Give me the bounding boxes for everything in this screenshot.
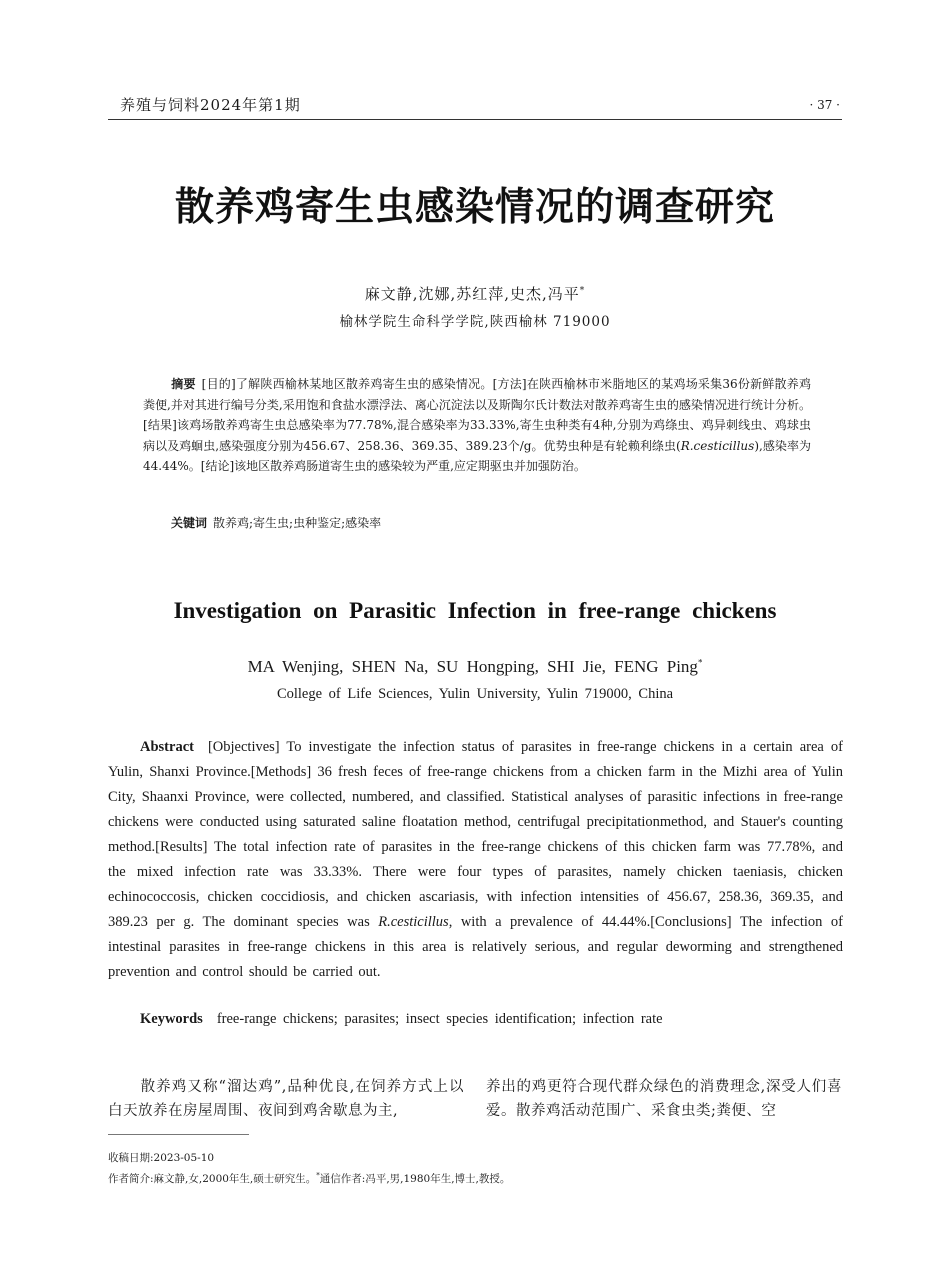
english-author-names: MA Wenjing, SHEN Na, SU Hongping, SHI Jie, FENG Ping (247, 657, 698, 676)
english-abstract-text-after: , with a prevalence of 44.44%.[Conclusions] The infection of intestinal parasites in free-range chickens in this area is relatively serious, and regular deworming and strengthened prevention and control should be carried out. (108, 914, 843, 980)
body-left-text: 散养鸡又称“溜达鸡”,品种优良,在饲养方式上以白天放养在房屋周围、夜间到鸡舍歇息为主, (108, 1079, 464, 1119)
footnote-authors (108, 1171, 510, 1186)
english-abstract-text: [Objectives] To investigate the infection status of parasites in free-range chickens in a certain area of Yulin, Shanxi Province.[Methods] 36 fresh feces of free-range chickens from a chicken farm in the Mizhi area of Yulin City, Shaanxi Province, were collected, numbered, and classified. Statistical analyses of parasitic infections in free-range chickens were conducted using saturated saline floatation method, centrifugal precipitationmethod, and Stauer's counting method.[Results] The total infection rate of parasites in the free-range chickens of this chicken farm was 77.78%, and the mixed infection rate was 33.33%. There were four types of parasites, namely chicken taeniasis, chicken echinococcosis, chicken coccidiosis, and chicken ascariasis, with infection intensities of 456.67, 258.36, 369.35, and 389.23 per g. The dominant species was (108, 739, 843, 930)
chinese-keywords-text: 散养鸡;寄生虫;虫种鉴定;感染率 (213, 516, 382, 530)
chinese-author-names: 麻文静,沈娜,苏红萍,史杰,冯平 (364, 285, 580, 303)
english-keywords-text: free-range chickens; parasites; insect species identification; infection rate (216, 1011, 663, 1027)
body-right-column: 养出的鸡更符合现代群众绿色的消费理念,深受人们喜爱。散养鸡活动范围广、采食虫类;粪便、空 (486, 1079, 842, 1119)
english-abstract-label: Abstract (140, 739, 194, 755)
chinese-abstract-text-after: ),感染率为44.44%。[结论]该地区散养鸡肠道寄生虫的感染较为严重,应定期驱虫并加强防治。 (143, 438, 811, 474)
footnote-rule (108, 1134, 249, 1135)
corresponding-mark: * (579, 286, 586, 296)
chinese-abstract-label: 摘要 (171, 377, 196, 391)
chinese-abstract-text: [目的]了解陕西榆林某地区散养鸡寄生虫的感染情况。[方法]在陕西榆林市米脂地区的某鸡场采集36份新鲜散养鸡粪便,并对其进行编号分类,采用饱和食盐水漂浮法、离心沉淀法以及斯陶尔氏计数法对散养鸡寄生虫的感染情况进行统计分析。[结果]该鸡场散养鸡寄生虫总感染率为77.78%,混合感染率为33.33%,寄生虫种类有4种,分别为鸡绦虫、鸡异刺线虫、鸡球虫病以及鸡蛔虫,感染强度分别为456.67、258.36、369.35、389.23个/g。优势虫种是有轮赖利绦虫( (143, 377, 811, 453)
english-keywords (140, 1011, 663, 1028)
chinese-keywords-label: 关键词 (171, 516, 208, 530)
english-corresponding-mark: * (697, 657, 703, 668)
footnote-corresponding: 通信作者:冯平,男,1980年生,博士,教授。 (319, 1173, 511, 1185)
english-title: Investigation on Parasitic Infection in free-range chickens (173, 598, 777, 623)
running-header-journal: 养殖与饲料2024年第1期 (120, 96, 301, 114)
chinese-title: 散养鸡寄生虫感染情况的调查研究 (174, 185, 775, 230)
footnote-corresponding-mark: * (316, 1171, 320, 1180)
footnote-received: 收稿日期:2023-05-10 (108, 1152, 215, 1164)
body-left-column (108, 1075, 464, 1123)
header-rule (108, 119, 842, 120)
chinese-authors (0, 283, 950, 304)
english-abstract (108, 735, 843, 985)
chinese-abstract-species: R.cesticillus (680, 438, 755, 453)
english-authors (0, 657, 950, 677)
chinese-affiliation: 榆林学院生命科学学院,陕西榆林 719000 (339, 314, 611, 330)
footnote-author-info: 作者简介:麻文静,女,2000年生,硕士研究生。 (108, 1173, 317, 1185)
english-affiliation: College of Life Sciences, Yulin University, Yulin 719000, China (276, 686, 674, 702)
english-abstract-species: R.cesticillus (378, 914, 449, 930)
chinese-abstract (143, 374, 811, 477)
chinese-keywords (171, 514, 381, 531)
english-keywords-label: Keywords (140, 1011, 203, 1027)
page-number: · 37 · (809, 98, 840, 112)
